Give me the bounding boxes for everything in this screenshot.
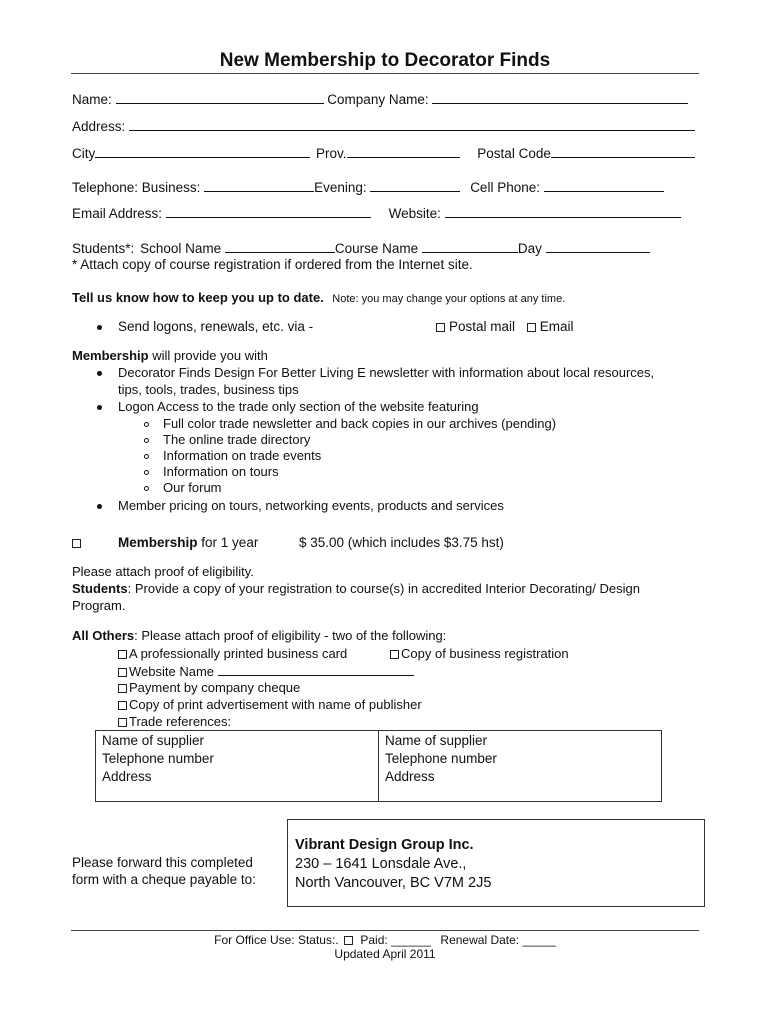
sub-item: Information on trade events <box>163 448 322 463</box>
business-card-checkbox[interactable] <box>118 650 127 659</box>
email-label: Email Address: <box>72 206 163 221</box>
eligibility-line: Please attach proof of eligibility. <box>72 564 254 579</box>
website-name-field[interactable] <box>218 663 414 676</box>
website-checkbox[interactable] <box>118 668 127 677</box>
students-bold: Students <box>72 581 128 596</box>
others-bold: All Others <box>72 628 135 643</box>
website-name-label: Website Name <box>129 664 215 679</box>
students-rest: : Provide a copy of your registration to course(s) in accredited Interior Decorating/ Design <box>127 581 640 596</box>
day-label: Day <box>517 241 542 256</box>
table-row <box>96 731 662 802</box>
fee-label-rest: for 1 year <box>201 535 259 550</box>
sub-bullet <box>144 470 149 475</box>
registration-checkbox[interactable] <box>390 650 399 659</box>
office-use-label: For Office Use: Status:. <box>214 933 339 947</box>
membership-lead-rest: will provide you with <box>152 348 268 363</box>
option-website-row <box>118 663 414 679</box>
name-label: Name: <box>72 92 112 107</box>
postal-label: Postal Code <box>477 146 551 161</box>
supplier-name-label: Name of supplier <box>385 733 488 748</box>
option-trade-row <box>118 714 231 729</box>
benefit-newsletter-cont: tips, tools, trades, business tips <box>118 382 299 397</box>
forward-text-1: Please forward this completed <box>72 855 253 870</box>
benefit-pricing: Member pricing on tours, networking events, products and services <box>118 498 504 513</box>
students-eligibility-cont: Program. <box>72 598 126 613</box>
membership-checkbox[interactable] <box>72 539 81 548</box>
day-field[interactable] <box>546 240 650 253</box>
bullet-dot <box>97 504 102 509</box>
payee-address-line2: North Vancouver, BC V7M 2J5 <box>295 875 492 891</box>
name-field[interactable] <box>116 91 324 104</box>
others-eligibility <box>72 628 446 643</box>
sub-bullet <box>144 422 149 427</box>
postal-field[interactable] <box>551 145 695 158</box>
advertisement-label: Copy of print advertisement with name of publisher <box>129 697 422 712</box>
send-via-text: Send logons, renewals, etc. via - <box>118 319 314 334</box>
tel-business-label: Telephone: Business: <box>72 180 201 195</box>
membership-lead <box>72 348 268 363</box>
website-field[interactable] <box>445 205 681 218</box>
updated-date: Updated April 2011 <box>334 947 436 961</box>
sub-bullet <box>144 486 149 491</box>
email-option-label: Email <box>539 319 574 334</box>
cell-label: Cell Phone: <box>470 180 540 195</box>
supplier-address-label: Address <box>385 769 435 784</box>
students-label: Students*: <box>72 241 135 256</box>
sub-item: The online trade directory <box>163 432 311 447</box>
option-cheque-row <box>118 680 300 695</box>
city-label: City <box>72 146 96 161</box>
school-field[interactable] <box>225 240 335 253</box>
supplier-phone-label: Telephone number <box>385 751 497 766</box>
footer-rule <box>71 930 699 931</box>
office-use-row <box>0 933 770 947</box>
supplier-phone-label: Telephone number <box>102 751 214 766</box>
fee-label <box>118 535 258 550</box>
sub-bullet <box>144 454 149 459</box>
fee-price: $ 35.00 (which includes $3.75 hst) <box>299 535 504 550</box>
sub-bullet <box>144 438 149 443</box>
supplier-name-label: Name of supplier <box>102 733 205 748</box>
benefit-newsletter: Decorator Finds Design For Better Living E newsletter with information about local resources, <box>118 365 655 380</box>
evening-field[interactable] <box>370 179 460 192</box>
updates-heading-row <box>72 289 565 307</box>
updates-heading: Tell us know how to keep you up to date. <box>72 290 324 305</box>
students-eligibility <box>72 581 640 596</box>
payee-address-line1: 230 – 1641 Lonsdale Ave., <box>295 856 467 872</box>
cell-field[interactable] <box>544 179 664 192</box>
benefit-logon: Logon Access to the trade only section of the website featuring <box>118 399 479 414</box>
bullet-dot <box>97 405 102 410</box>
city-row <box>72 145 695 161</box>
school-label: School Name <box>140 241 222 256</box>
supplier-cell[interactable] <box>379 731 662 802</box>
others-rest: : Please attach proof of eligibility - two of the following: <box>134 628 447 643</box>
email-field[interactable] <box>166 205 371 218</box>
name-row <box>72 91 688 107</box>
supplier-table <box>95 730 662 802</box>
cheque-label: Payment by company cheque <box>129 680 301 695</box>
updates-note: Note: you may change your options at any time. <box>332 293 566 305</box>
contact-options <box>436 319 574 334</box>
page-title: New Membership to Decorator Finds <box>219 50 551 71</box>
bullet-dot <box>97 371 102 376</box>
students-note: * Attach copy of course registration if ordered from the Internet site. <box>72 257 473 272</box>
postal-mail-label: Postal mail <box>449 319 516 334</box>
city-field[interactable] <box>95 145 310 158</box>
payee-company: Vibrant Design Group Inc. <box>295 837 474 853</box>
students-row <box>72 240 650 256</box>
option-registration-row <box>390 646 569 661</box>
sub-item: Information on tours <box>163 464 279 479</box>
telephone-row <box>72 179 664 195</box>
cheque-checkbox[interactable] <box>118 684 127 693</box>
address-field[interactable] <box>129 118 695 131</box>
email-checkbox[interactable] <box>527 323 536 332</box>
renewal-label: Renewal Date: _____ <box>440 933 556 947</box>
sub-item: Our forum <box>163 480 222 495</box>
sub-item: Full color trade newsletter and back copies in our archives (pending) <box>163 416 557 431</box>
course-field[interactable] <box>422 240 518 253</box>
paid-label: Paid: ______ <box>360 933 432 947</box>
prov-label: Prov. <box>316 146 347 161</box>
company-label: Company Name: <box>327 92 429 107</box>
tel-business-field[interactable] <box>204 179 314 192</box>
status-checkbox[interactable] <box>344 936 353 945</box>
supplier-address-label: Address <box>102 769 152 784</box>
membership-lead-bold: Membership <box>72 348 149 363</box>
website-label: Website: <box>388 206 441 221</box>
course-label: Course Name <box>334 241 419 256</box>
trade-references-label: Trade references: <box>129 714 232 729</box>
option-ad-row <box>118 697 422 712</box>
postal-mail-checkbox[interactable] <box>436 323 445 332</box>
advertisement-checkbox[interactable] <box>118 701 127 710</box>
forward-text-2: form with a cheque payable to: <box>72 872 256 887</box>
address-label: Address: <box>72 119 126 134</box>
prov-field[interactable] <box>347 145 460 158</box>
trade-references-checkbox[interactable] <box>118 718 127 727</box>
supplier-cell[interactable] <box>96 731 379 802</box>
registration-label: Copy of business registration <box>401 646 569 661</box>
option-card-row <box>118 646 347 661</box>
evening-label: Evening: <box>314 180 367 195</box>
email-row <box>72 205 681 221</box>
company-field[interactable] <box>432 91 688 104</box>
address-row <box>72 118 695 134</box>
business-card-label: A professionally printed business card <box>129 646 348 661</box>
title-rule <box>71 73 699 74</box>
bullet-dot <box>97 325 102 330</box>
fee-label-bold: Membership <box>118 535 198 550</box>
